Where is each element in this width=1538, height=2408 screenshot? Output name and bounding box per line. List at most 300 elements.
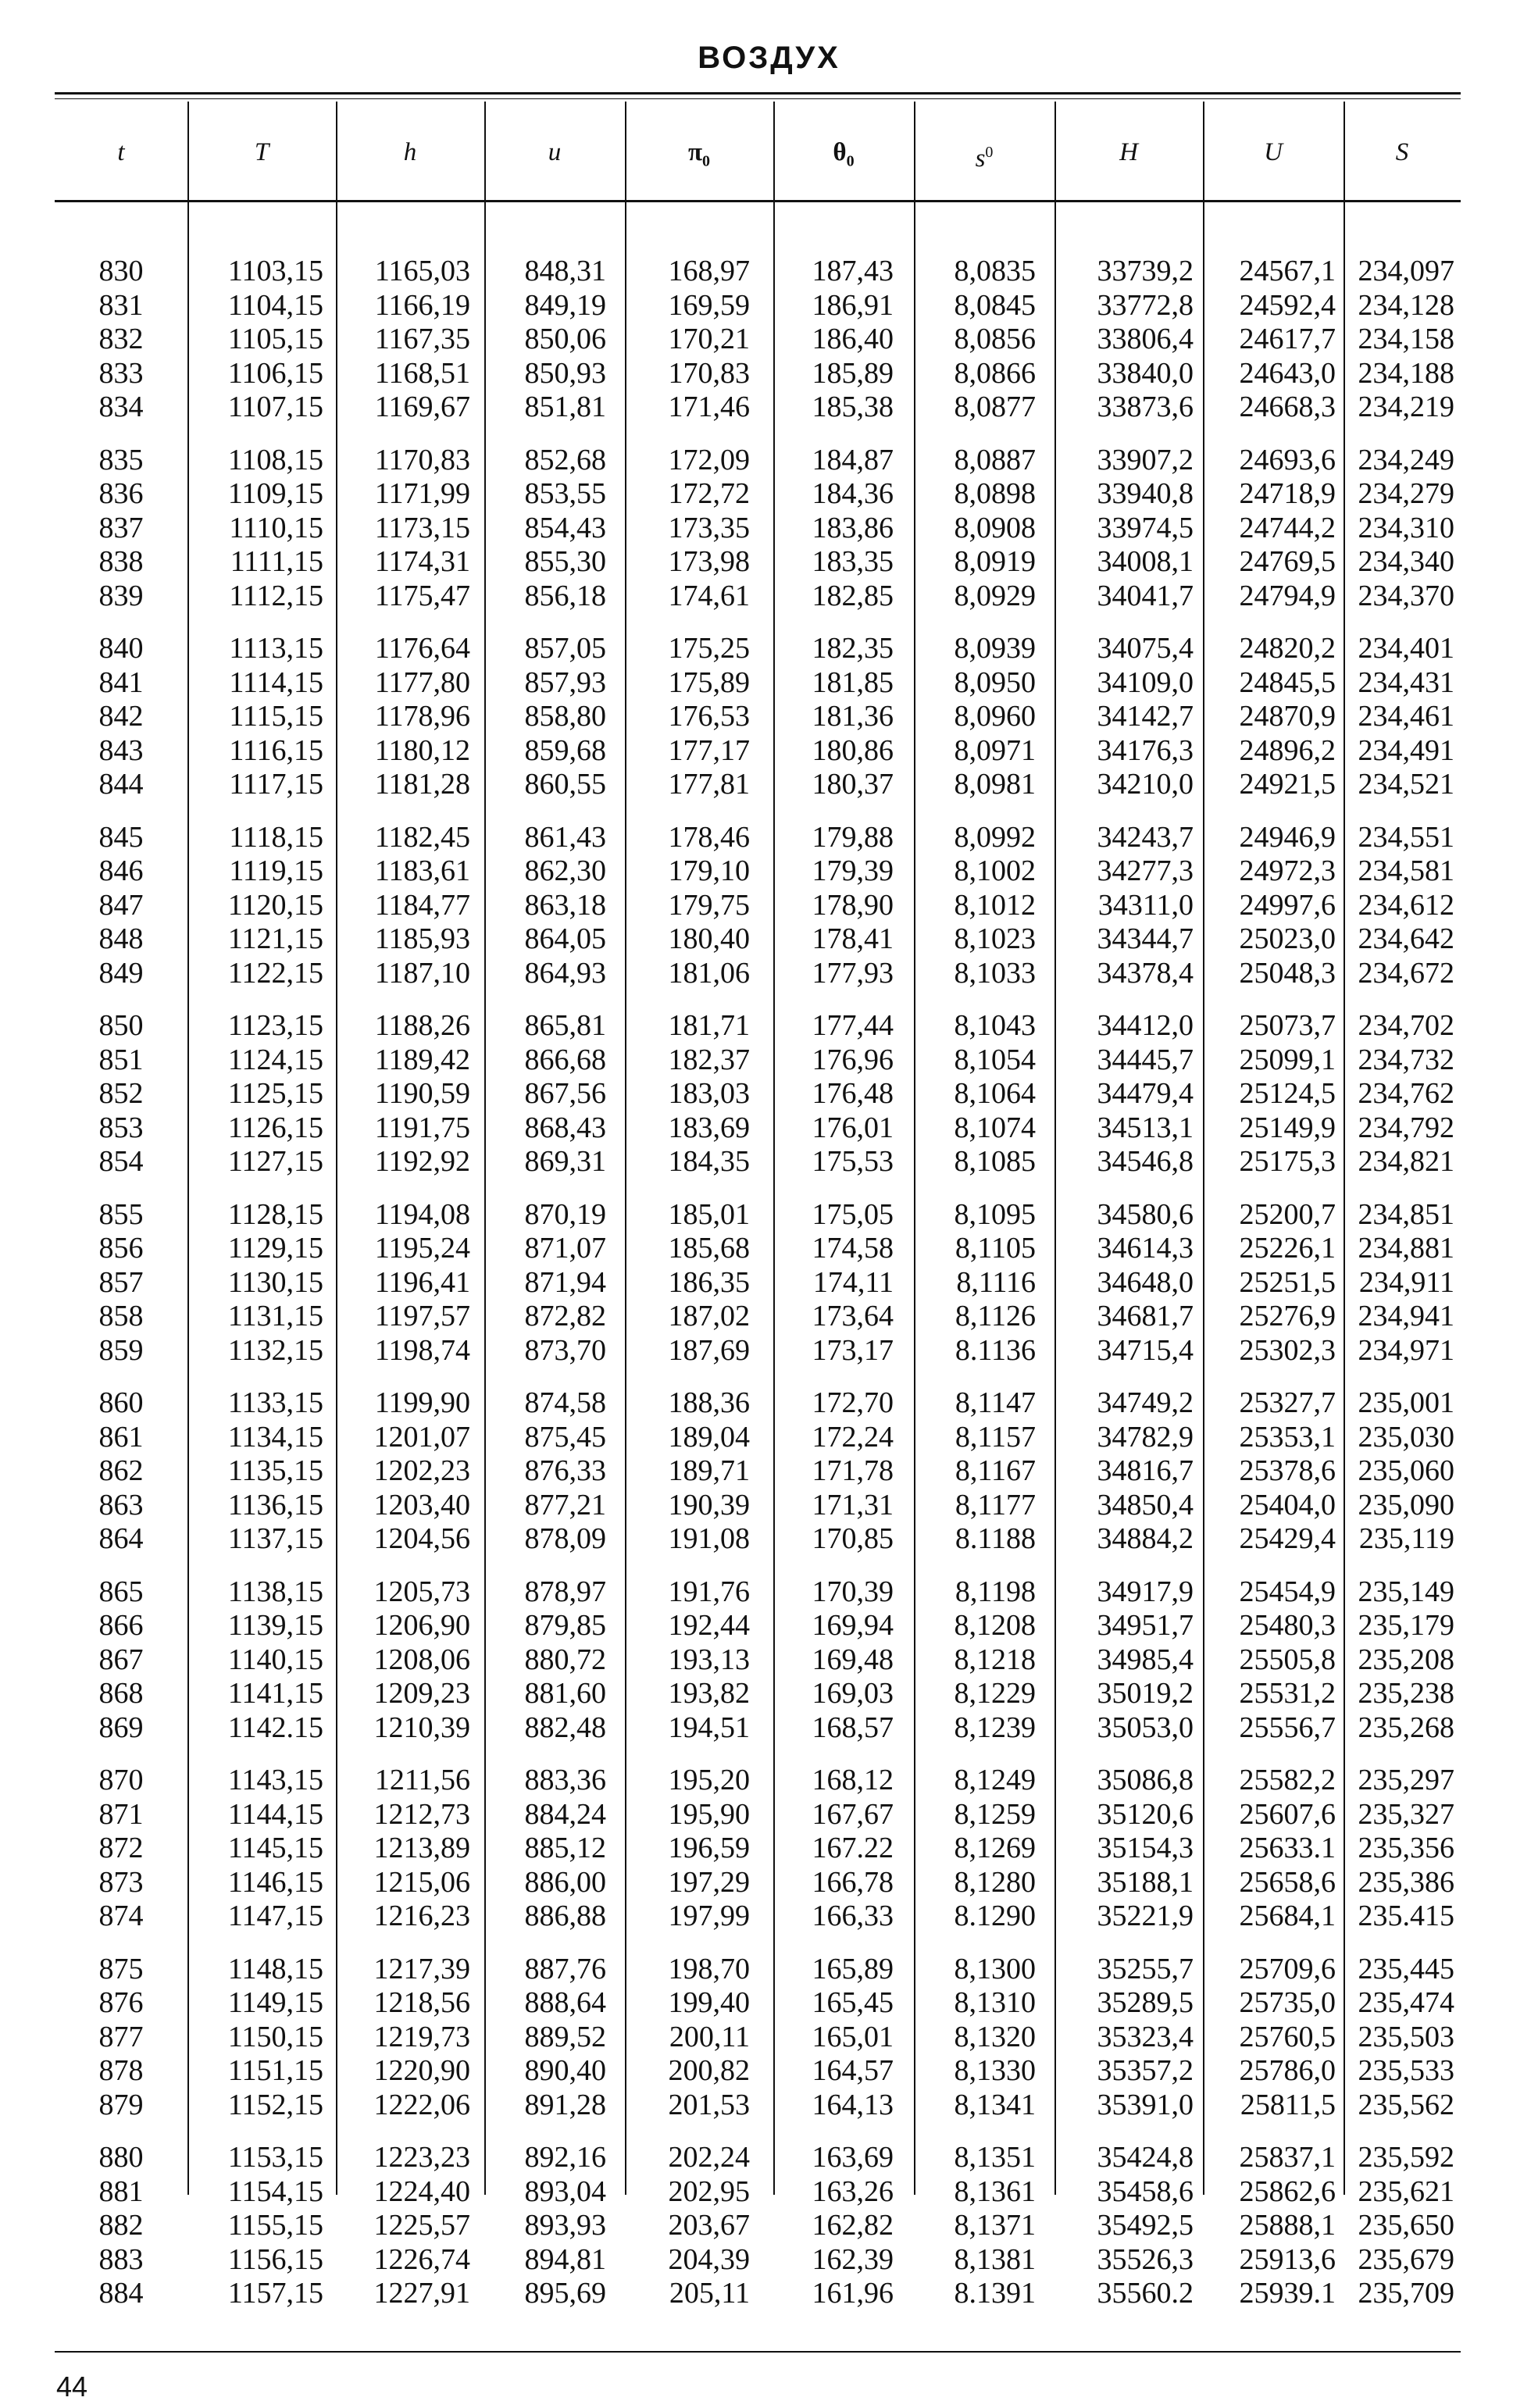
table-cell: 24820,2 [1239,632,1336,665]
table-cell: 235,386 [1358,1865,1454,1899]
table-cell: 878,97 [524,1575,606,1608]
table-cell: 25811,5 [1240,2088,1336,2121]
header-theta0: $\theta_0$ [833,138,855,170]
table-cell: 1181,28 [374,768,470,801]
table-cell: 183,35 [812,545,894,578]
table-cell: 1170,83 [374,443,470,476]
table-cell: 835 [98,443,144,476]
table-cell: 1128,15 [227,1197,323,1231]
table-cell: 235,090 [1358,1488,1454,1521]
table-cell: 234,188 [1358,356,1454,390]
table-cell: 1115,15 [229,700,323,733]
table-cell: 234,851 [1358,1197,1454,1231]
table-cell: 850 [98,1009,144,1042]
table-cell: 848 [98,922,144,955]
table-row [55,1232,1461,1266]
table-cell: 8,1095 [954,1197,1036,1231]
table-cell: 34311,0 [1097,888,1194,922]
table-cell: 884,24 [524,1797,606,1831]
table-cell: 8,1229 [954,1677,1036,1710]
table-cell: 234,431 [1358,665,1454,699]
table-cell: 166,78 [812,1865,894,1899]
table-cell: 25939.1 [1239,2277,1336,2310]
table-cell: 234,279 [1358,477,1454,510]
group-gap-cell [55,1557,1461,1575]
table-cell: 876 [98,1986,144,2019]
table-cell: 164,13 [812,2088,894,2121]
table-cell: 1189,42 [374,1043,470,1076]
table-cell: 851 [98,1043,144,1076]
table-cell: 866,68 [524,1043,606,1076]
table-cell: 8,1116 [956,1265,1036,1299]
table-cell: 25073,7 [1239,1009,1336,1042]
header-pi0: $\pi_0$ [687,138,711,170]
table-cell: 8,1012 [954,888,1036,922]
table-cell: 884 [98,2277,144,2310]
table-cell: 25658,6 [1239,1865,1336,1899]
table-cell: 1224,40 [373,2174,470,2208]
table-cell: 24668,3 [1239,391,1336,423]
table-cell: 892,16 [524,2141,606,2174]
table-cell: 1190,59 [374,1077,470,1110]
table-cell: 235,679 [1358,2242,1454,2276]
table-cell: 1117,15 [229,768,323,801]
table-row [55,477,1461,512]
bottom-rule [55,2351,1461,2353]
table-cell: 883,36 [524,1764,606,1796]
table-cell: 871 [98,1797,144,1831]
table-row [55,1043,1461,1078]
table-cell: 190,39 [668,1488,750,1521]
table-cell: 8,1105 [955,1232,1036,1265]
table-cell: 186,40 [812,323,894,355]
table-cell: 234,551 [1358,820,1454,854]
table-cell: 847 [98,888,144,922]
table-cell: 856,18 [524,579,606,612]
header-s0: $s^0$ [975,144,994,173]
table-cell: 852,68 [524,443,606,476]
table-cell: 24972,3 [1239,854,1336,887]
table-row [55,700,1461,734]
table-row [55,632,1461,666]
table-row [55,821,1461,855]
table-cell: 34614,3 [1097,1232,1194,1265]
table-cell: 25556,7 [1239,1711,1336,1744]
top-rule-thin [55,98,1461,99]
table-cell: 235,503 [1358,2020,1454,2053]
table-cell: 180,86 [812,733,894,767]
table-cell: 1175,47 [374,579,470,612]
table-cell: 848,31 [524,255,606,287]
table-cell: 1124,15 [227,1043,323,1076]
table-cell: 34008,1 [1097,545,1194,578]
table-cell: 235,149 [1358,1575,1454,1608]
table-cell: 234,702 [1358,1009,1454,1042]
table-cell: 170,83 [668,356,750,390]
table-row [55,323,1461,357]
table-cell: 234,732 [1358,1043,1454,1076]
table-cell: 35053,0 [1097,1711,1194,1744]
table-cell: 171,46 [668,391,750,423]
table-cell: 169,48 [812,1643,894,1676]
table-cell: 182,37 [668,1043,750,1076]
table-cell: 891,28 [524,2088,606,2121]
table-cell: 170,39 [812,1575,894,1608]
table-cell: 1217,39 [373,1952,470,1985]
table-cell: 182,85 [812,579,894,612]
table-cell: 201,53 [668,2088,750,2121]
table-cell: 35086,8 [1097,1764,1194,1796]
table-cell: 882,48 [524,1711,606,1744]
table-cell: 235,060 [1358,1454,1454,1487]
table-cell: 35120,6 [1097,1797,1194,1831]
table-cell: 173,98 [668,545,750,578]
table-cell: 170,21 [668,323,750,355]
table-cell: 8,0856 [954,323,1036,355]
table-cell: 1226,74 [373,2242,470,2276]
table-cell: 8,1269 [954,1832,1036,1864]
table-cell: 1187,10 [374,956,470,990]
table-cell: 8,1239 [954,1711,1036,1744]
table-cell: 172,72 [668,477,750,510]
table-cell: 234,792 [1358,1111,1454,1144]
table-cell: 879,85 [524,1609,606,1642]
table-cell: 843 [98,733,144,767]
table-cell: 234,941 [1358,1300,1454,1332]
table-cell: 234,219 [1358,391,1454,423]
table-cell: 1104,15 [227,288,323,322]
table-cell: 1121,15 [227,922,323,955]
table-cell: 234,370 [1358,579,1454,612]
table-cell: 1123,15 [227,1009,323,1042]
table-cell: 877,21 [524,1488,606,1521]
table-cell: 871,07 [524,1232,606,1265]
table-cell: 8,0971 [954,733,1036,767]
table-cell: 1225,57 [373,2209,470,2242]
table-row [55,1986,1461,2021]
table-cell: 1195,24 [374,1232,470,1265]
table-cell: 187,43 [812,255,894,287]
table-cell: 842 [98,700,144,733]
table-cell: 1138,15 [227,1575,323,1608]
table-row [55,1798,1461,1832]
table-cell: 185,68 [668,1232,750,1265]
table-cell: 25378,6 [1239,1454,1336,1487]
table-cell: 35019,2 [1097,1677,1194,1710]
table-cell: 173,17 [812,1333,894,1367]
table-cell: 205,11 [669,2277,750,2310]
table-cell: 25226,1 [1239,1232,1336,1265]
table-cell: 176,96 [812,1043,894,1076]
table-cell: 168,12 [812,1764,894,1796]
table-cell: 839 [98,579,144,612]
table-cell: 853,55 [524,477,606,510]
table-cell: 169,03 [812,1677,894,1710]
table-cell: 25099,1 [1239,1043,1336,1076]
table-cell: 174,11 [812,1265,894,1299]
table-cell: 235,297 [1358,1764,1454,1796]
table-row [55,1334,1461,1368]
table-cell: 234,158 [1358,323,1454,355]
table-cell: 187,69 [668,1333,750,1367]
table-cell: 869 [98,1711,144,1744]
table-cell: 175,89 [668,665,750,699]
table-cell: 178,46 [668,820,750,854]
table-cell: 34648,0 [1097,1265,1194,1299]
table-cell: 851,81 [524,391,606,423]
table-row [55,1953,1461,1987]
table-cell: 179,39 [812,854,894,887]
table-cell: 181,06 [668,956,750,990]
table-row [55,255,1461,289]
table-cell: 185,01 [668,1197,750,1231]
table-cell: 174,58 [812,1232,894,1265]
table-cell: 195,20 [668,1764,750,1796]
table-cell: 8.1290 [954,1900,1036,1932]
table-cell: 34580,6 [1097,1197,1194,1231]
table-cell: 165,89 [812,1952,894,1985]
data-table [55,255,1461,2311]
table-cell: 8,1126 [955,1300,1036,1332]
table-cell: 887,76 [524,1952,606,1985]
table-cell: 837 [98,511,144,544]
table-row [55,768,1461,802]
header-T: T [254,138,269,166]
table-cell: 186,91 [812,288,894,322]
table-cell: 25531,2 [1239,1677,1336,1710]
table-cell: 1194,08 [374,1197,470,1231]
group-gap-cell [55,613,1461,632]
table-cell: 1125,15 [227,1077,323,1110]
table-cell: 8,0939 [954,632,1036,665]
table-cell: 25353,1 [1239,1420,1336,1454]
table-cell: 1156,15 [227,2242,323,2276]
table-cell: 1212,73 [373,1797,470,1831]
table-cell: 883 [98,2242,144,2276]
table-row [55,1711,1461,1746]
table-row [55,854,1461,889]
table-cell: 1174,31 [374,545,470,578]
table-cell: 1167,35 [374,323,470,355]
table-cell: 197,29 [668,1865,750,1899]
group-gap [55,1368,1461,1386]
table-cell: 1130,15 [227,1265,323,1299]
table-cell: 25023,0 [1239,922,1336,955]
table-cell: 167,67 [812,1797,894,1831]
table-cell: 8,0960 [954,700,1036,733]
table-cell: 202,95 [668,2174,750,2208]
table-cell: 844 [98,768,144,801]
table-cell: 193,82 [668,1677,750,1710]
table-cell: 1108,15 [227,443,323,476]
table-cell: 867,56 [524,1077,606,1110]
table-cell: 1184,77 [374,888,470,922]
table-cell: 1119,15 [229,854,323,887]
table-cell: 1136,15 [227,1488,323,1521]
table-cell: 1122,15 [227,956,323,990]
table-cell: 1140,15 [227,1643,323,1676]
table-cell: 1103,15 [227,255,323,287]
table-row [55,1077,1461,1111]
table-cell: 863 [98,1488,144,1521]
table-cell: 235,179 [1358,1609,1454,1642]
table-cell: 33907,2 [1097,443,1194,476]
table-cell: 195,90 [668,1797,750,1831]
table-cell: 846 [98,854,144,887]
table-cell: 1152,15 [227,2088,323,2121]
table-cell: 162,39 [812,2242,894,2276]
table-cell: 179,75 [668,888,750,922]
table-cell: 854 [98,1145,144,1178]
table-cell: 1222,06 [373,2088,470,2121]
table-row [55,2175,1461,2210]
table-cell: 34546,8 [1097,1145,1194,1178]
table-cell: 8,0866 [954,356,1036,390]
table-cell: 1131,15 [227,1300,323,1332]
table-cell: 174,61 [668,579,750,612]
table-cell: 1204,56 [373,1522,470,1555]
table-cell: 890,40 [524,2054,606,2087]
table-cell: 857 [98,1265,144,1299]
table-cell: 888,64 [524,1986,606,2019]
table-cell: 178,41 [812,922,894,955]
table-cell: 235,650 [1358,2209,1454,2242]
table-cell: 1150,15 [227,2020,323,2053]
group-gap-cell [55,1368,1461,1386]
group-gap-cell [55,2122,1461,2141]
table-cell: 163,26 [812,2174,894,2208]
table-cell: 25124,5 [1239,1077,1336,1110]
table-cell: 876,33 [524,1454,606,1487]
group-gap-cell [55,802,1461,821]
table-cell: 882 [98,2209,144,2242]
table-cell: 8,1341 [954,2088,1036,2121]
table-cell: 35323,4 [1097,2020,1194,2053]
table-cell: 24643,0 [1239,356,1336,390]
table-cell: 8,0981 [954,768,1036,801]
table-cell: 33806,4 [1097,323,1194,355]
table-cell: 25735,0 [1239,1986,1336,2019]
table-cell: 8,1300 [954,1952,1036,1985]
table-cell: 871,94 [524,1265,606,1299]
group-gap [55,1745,1461,1764]
table-row [55,444,1461,478]
table-cell: 857,93 [524,665,606,699]
table-cell: 35391,0 [1097,2088,1194,2121]
table-cell: 167.22 [812,1832,894,1864]
header-h: h [403,138,417,166]
table-cell: 861 [98,1420,144,1454]
table-cell: 35154,3 [1097,1832,1194,1864]
table-cell: 183,86 [812,511,894,544]
table-cell: 200,82 [668,2054,750,2087]
table-cell: 1143,15 [227,1764,323,1796]
table-row [55,1386,1461,1421]
table-cell: 34951,7 [1097,1609,1194,1642]
table-row [55,1111,1461,1146]
table-cell: 873 [98,1865,144,1899]
table-cell: 166,33 [812,1900,894,1932]
table-cell: 8,1167 [955,1454,1036,1487]
table-cell: 25786,0 [1239,2054,1336,2087]
table-cell: 24718,9 [1239,477,1336,510]
table-cell: 853 [98,1111,144,1144]
table-cell: 8.1391 [954,2277,1036,2310]
table-cell: 200,11 [669,2020,750,2053]
table-cell: 867 [98,1643,144,1676]
table-cell: 1182,45 [374,820,470,854]
table-cell: 8,0887 [954,443,1036,476]
table-cell: 25837,1 [1239,2141,1336,2174]
table-cell: 181,85 [812,665,894,699]
table-cell: 1188,26 [374,1009,470,1042]
table-cell: 235,474 [1358,1986,1454,2019]
table-cell: 1197,57 [374,1300,470,1332]
table-cell: 872,82 [524,1300,606,1332]
page-title: ВОЗДУХ [698,41,840,75]
table-cell: 181,71 [668,1009,750,1042]
table-cell: 1178,96 [374,700,470,733]
table-cell: 197,99 [668,1900,750,1932]
table-cell: 859,68 [524,733,606,767]
table-cell: 34513,1 [1097,1111,1194,1144]
table-cell: 234,971 [1358,1333,1454,1367]
table-cell: 24617,7 [1239,323,1336,355]
table-cell: 880 [98,2141,144,2174]
table-cell: 234,461 [1358,700,1454,733]
table-cell: 8,0950 [954,665,1036,699]
table-cell: 25913,6 [1239,2242,1336,2276]
table-cell: 1110,15 [229,511,323,544]
table-cell: 875,45 [524,1420,606,1454]
table-cell: 172,70 [812,1386,894,1419]
table-cell: 8,1085 [954,1145,1036,1178]
table-cell: 886,00 [524,1865,606,1899]
table-cell: 1198,74 [374,1333,470,1367]
table-cell: 893,04 [524,2174,606,2208]
table-cell: 1154,15 [227,2174,323,2208]
table-cell: 177,17 [668,733,750,767]
table-row [55,1300,1461,1334]
table-cell: 234,249 [1358,443,1454,476]
table-row [55,1643,1461,1678]
table-cell: 856 [98,1232,144,1265]
table-cell: 8,1381 [954,2242,1036,2276]
table-cell: 34075,4 [1097,632,1194,665]
table-cell: 1137,15 [227,1522,323,1555]
table-cell: 8,0929 [954,579,1036,612]
table-cell: 234,672 [1358,956,1454,990]
table-cell: 8,1249 [954,1764,1036,1796]
table-cell: 234,762 [1358,1077,1454,1110]
table-cell: 163,69 [812,2141,894,2174]
table-cell: 25404,0 [1239,1488,1336,1521]
table-cell: 1205,73 [373,1575,470,1608]
table-cell: 868 [98,1677,144,1710]
table-cell: 849,19 [524,288,606,322]
table-cell: 24567,1 [1239,255,1336,287]
table-cell: 874,58 [524,1386,606,1419]
table-cell: 1218,56 [373,1986,470,2019]
table-row [55,2277,1461,2311]
table-cell: 869,31 [524,1145,606,1178]
table-cell: 234,612 [1358,888,1454,922]
table-cell: 234,491 [1358,733,1454,767]
table-cell: 8,0992 [954,820,1036,854]
group-gap [55,990,1461,1009]
table-cell: 1148,15 [227,1952,323,1985]
table-cell: 25149,9 [1239,1111,1336,1144]
